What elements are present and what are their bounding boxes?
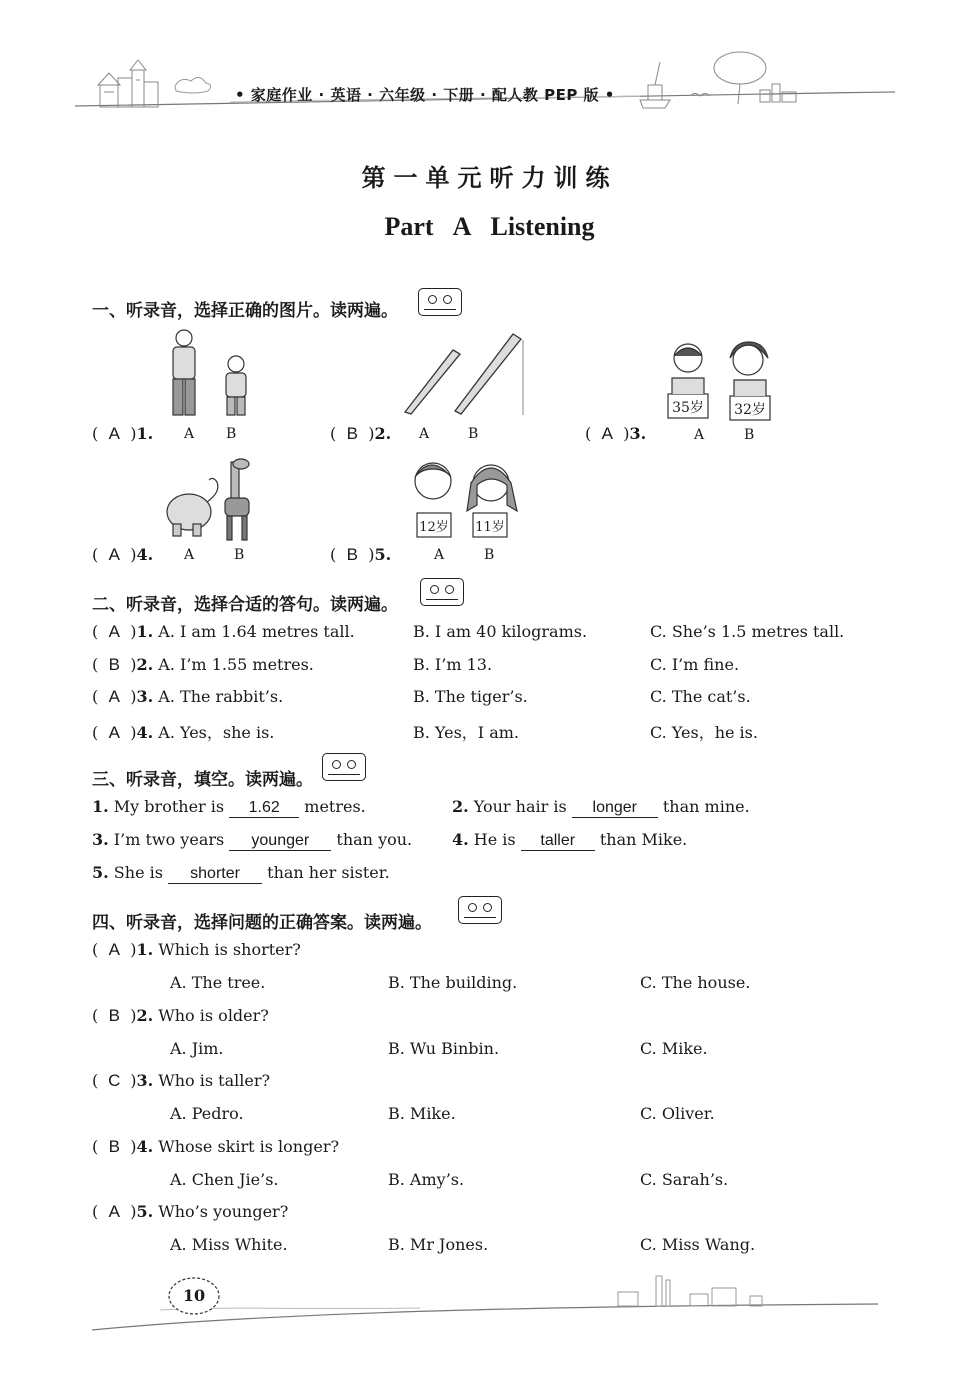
sentence-end: than her sister. — [267, 863, 390, 882]
label-a: A — [184, 547, 195, 563]
answer-text: A — [601, 424, 613, 443]
option-c: C. Sarah’s. — [640, 1170, 729, 1189]
question-text: Which is shorter? — [158, 940, 301, 959]
s2-item-1: ( A )1. A. I am 1.64 metres tall. — [92, 622, 355, 641]
option-c: C. I’m fine. — [650, 655, 740, 674]
option-c: C. The house. — [640, 973, 751, 992]
s4-item-3-question: ( C )3. Who is taller? — [92, 1071, 271, 1090]
item-number: 1. — [136, 940, 154, 959]
answer-text: A — [108, 545, 120, 564]
elephant-giraffe-picture — [163, 458, 268, 544]
sentence-end: than Mike. — [599, 830, 688, 849]
option-a: A. Pedro. — [170, 1104, 244, 1123]
man-woman-age-picture — [660, 338, 790, 422]
s1-item-4: ( A )4. — [92, 545, 154, 564]
item-number: 2. — [374, 424, 392, 443]
option-b: B. Mr Jones. — [388, 1235, 489, 1254]
houses-illustration — [98, 60, 158, 107]
label-a: A — [694, 427, 705, 443]
answer-text: B — [346, 545, 358, 564]
fill-blank: longer — [572, 799, 658, 818]
answer-text: B — [108, 1006, 120, 1025]
s3-item-5 — [92, 863, 390, 884]
option-b: B. Wu Binbin. — [388, 1039, 500, 1058]
option-b: B. The building. — [388, 973, 518, 992]
section2-title: 二、听录音，选择合适的答句。读两遍。 — [92, 595, 398, 615]
s2-item-3: ( A )3. A. The rabbit’s. — [92, 687, 284, 706]
answer-text: C — [108, 1071, 121, 1090]
page-number: 10 — [182, 1286, 206, 1305]
option-b: B. Yes，I am. — [413, 723, 519, 742]
s3-item-2 — [452, 797, 750, 818]
item-number: 2. — [136, 655, 154, 674]
option-a: A. Chen Jie’s. — [170, 1170, 279, 1189]
item-number: 1. — [136, 424, 154, 443]
option-b: B. The tiger’s. — [413, 687, 528, 706]
item-number: 4. — [452, 830, 469, 849]
option-b: B. I’m 13. — [413, 655, 493, 674]
cloud-illustration — [175, 77, 211, 93]
option-a: A. I am 1.64 metres tall. — [158, 622, 355, 641]
option-b: B. Amy’s. — [388, 1170, 465, 1189]
label-b: B — [234, 547, 245, 563]
sign-b-text: 11岁 — [475, 520, 505, 535]
item-number: 3. — [136, 1071, 154, 1090]
cassette-tape-icon — [420, 578, 464, 606]
item-number: 4. — [136, 545, 154, 564]
option-a: A. The tree. — [170, 973, 266, 992]
s4-item-4-question: ( B )4. Whose skirt is longer? — [92, 1137, 340, 1156]
section4-title: 四、听录音，选择问题的正确答案。读两遍。 — [92, 913, 432, 933]
option-c: C. Yes，he is. — [650, 723, 758, 742]
answer-text: B — [346, 424, 358, 443]
option-c: C. The cat’s. — [650, 687, 751, 706]
s3-item-4 — [452, 830, 687, 851]
sentence-start: I’m two years — [113, 830, 225, 849]
sentence-end: metres. — [304, 797, 366, 816]
s1-item-3: ( A )3. — [585, 424, 647, 443]
sign-a-text: 35岁 — [672, 400, 704, 416]
sentence-start: My brother is — [113, 797, 225, 816]
label-b: B — [744, 427, 755, 443]
option-b: B. I am 40 kilograms. — [413, 622, 588, 641]
question-text: Who is taller? — [158, 1071, 271, 1090]
question-text: Who’s younger? — [158, 1202, 289, 1221]
question-text: Whose skirt is longer? — [158, 1137, 340, 1156]
option-a: A. Miss White. — [170, 1235, 288, 1254]
s4-item-2-question: ( B )2. Who is older? — [92, 1006, 269, 1025]
sentence-end: than mine. — [662, 797, 750, 816]
item-number: 1. — [92, 797, 109, 816]
sentence-start: He is — [473, 830, 516, 849]
fill-blank: shorter — [168, 865, 262, 884]
item-number: 2. — [452, 797, 469, 816]
option-c: C. Mike. — [640, 1039, 708, 1058]
part-title: Part A Listening — [384, 212, 595, 241]
s3-item-3 — [92, 830, 412, 851]
s1-item-2: ( B )2. — [330, 424, 392, 443]
s3-item-1 — [92, 797, 366, 818]
sign-a-text: 12岁 — [419, 520, 449, 535]
unit-title: 第一单元听力训练 — [361, 164, 618, 192]
section3-title: 三、听录音，填空。读两遍。 — [92, 770, 313, 790]
label-a: A — [184, 426, 195, 442]
item-number: 5. — [136, 1202, 154, 1221]
label-a: A — [434, 547, 445, 563]
item-number: 3. — [629, 424, 647, 443]
item-number: 4. — [136, 1137, 154, 1156]
fill-blank: taller — [521, 832, 595, 851]
item-number: 3. — [136, 687, 154, 706]
s2-item-4: ( A )4. A. Yes，she is. — [92, 723, 275, 742]
s1-item-1: ( A )1. — [92, 424, 154, 443]
s1-item-5: ( B )5. — [330, 545, 392, 564]
sentence-start: She is — [113, 863, 163, 882]
fill-blank: 1.62 — [229, 799, 299, 818]
fill-blank: younger — [229, 832, 331, 851]
item-number: 1. — [136, 622, 154, 641]
tall-man-short-boy-picture — [160, 328, 260, 420]
option-c: C. Oliver. — [640, 1104, 715, 1123]
s4-item-1-question: ( A )1. Which is shorter? — [92, 940, 301, 959]
label-b: B — [468, 426, 479, 442]
answer-text: A — [108, 622, 120, 641]
sentence-start: Your hair is — [473, 797, 567, 816]
item-number: 2. — [136, 1006, 154, 1025]
boy-girl-age-picture — [405, 457, 530, 547]
option-a: A. Jim. — [170, 1039, 224, 1058]
label-b: B — [226, 426, 237, 442]
boat-tree-illustration — [640, 52, 796, 108]
answer-text: A — [108, 940, 120, 959]
item-number: 5. — [374, 545, 392, 564]
two-pens-picture — [395, 330, 530, 420]
answer-text: A — [108, 723, 120, 742]
header-decoration — [0, 40, 979, 120]
cassette-tape-icon — [418, 288, 462, 316]
city-skyline-illustration — [618, 1276, 762, 1306]
sentence-end: than you. — [336, 830, 413, 849]
s2-item-2: ( B )2. A. I’m 1.55 metres. — [92, 655, 314, 674]
cassette-tape-icon — [322, 753, 366, 781]
answer-text: A — [108, 687, 120, 706]
item-number: 4. — [136, 723, 154, 742]
answer-text: B — [108, 655, 120, 674]
item-number: 5. — [92, 863, 109, 882]
option-c: C. She’s 1.5 metres tall. — [650, 622, 845, 641]
footer-decoration — [0, 1270, 979, 1340]
option-a: A. The rabbit’s. — [158, 687, 284, 706]
label-a: A — [419, 426, 430, 442]
answer-text: A — [108, 424, 120, 443]
option-c: C. Miss Wang. — [640, 1235, 756, 1254]
option-a: A. Yes，she is. — [158, 723, 275, 742]
cassette-tape-icon — [458, 896, 502, 924]
answer-text: A — [108, 1202, 120, 1221]
sign-b-text: 32岁 — [734, 402, 766, 418]
answer-text: B — [108, 1137, 120, 1156]
item-number: 3. — [92, 830, 109, 849]
question-text: Who is older? — [158, 1006, 269, 1025]
option-b: B. Mike. — [388, 1104, 456, 1123]
s4-item-5-question: ( A )5. Who’s younger? — [92, 1202, 289, 1221]
section1-title: 一、听录音，选择正确的图片。读两遍。 — [92, 301, 398, 321]
header-banner: • 家庭作业 · 英语 · 六年级 · 下册 · 配人教 PEP 版 • — [235, 86, 615, 104]
option-a: A. I’m 1.55 metres. — [158, 655, 314, 674]
label-b: B — [484, 547, 495, 563]
